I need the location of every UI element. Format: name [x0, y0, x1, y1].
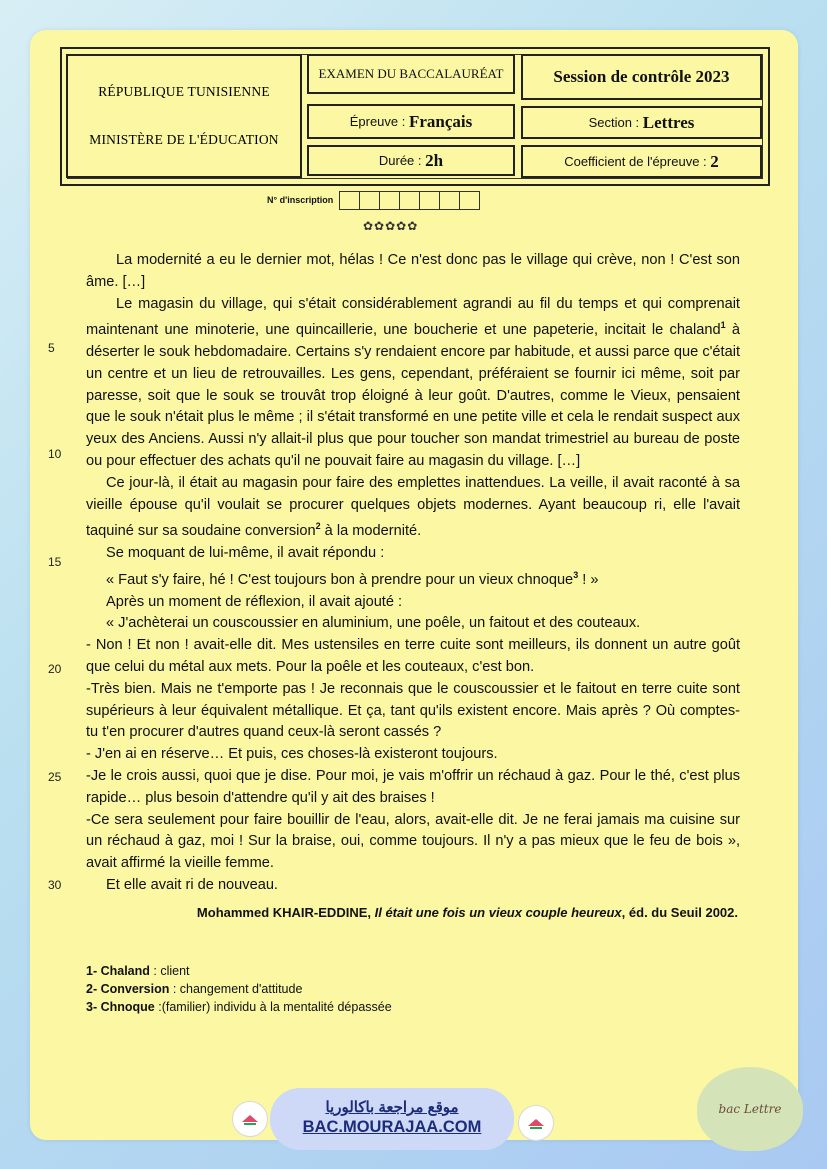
inscription-digit-box[interactable] [339, 191, 360, 210]
duree-cell [307, 145, 515, 176]
flourish-ornament: ✿✿✿✿✿ [363, 219, 419, 233]
paragraph: - J'en ai en réserve… Et puis, ces choses-là existeront toujours. [86, 746, 498, 763]
paragraph: « Faut s'y faire, hé ! C'est toujours bon à prendre pour un vieux chnoque$^3$ ! » [106, 569, 599, 588]
footnote: 1- Chaland : client [86, 964, 190, 978]
section-value: Lettres [642, 112, 695, 132]
line-number: 25 [48, 770, 62, 784]
paragraph: Et elle avait ri de nouveau. [106, 876, 278, 893]
footnote: 3- Chnoque :(familier) individu à la mentalité dépassée [86, 1000, 392, 1014]
duree-label: Durée : [378, 153, 422, 168]
section-cell [521, 106, 762, 139]
source-citation [86, 905, 738, 920]
footnote-ref: 1 [720, 320, 726, 331]
line-number: 5 [48, 341, 55, 355]
site-banner[interactable] [270, 1088, 514, 1150]
inscription-digit-box[interactable] [359, 191, 380, 210]
footnote-word: chaland [669, 322, 721, 339]
epreuve-value: Français [409, 111, 473, 131]
session-title: Session de contrôle 2023 [521, 54, 762, 100]
paragraph: La modernité a eu le dernier mot, hélas ! Ce n'est donc pas le village qui crève, non ! C'est son âme. […] [86, 252, 740, 290]
bac-lettre-badge: bac Lettre [697, 1067, 803, 1151]
paragraph: « J'achèterai un couscoussier en aluminium, une poêle, un faitout et des couteaux. [106, 615, 641, 632]
epreuve-cell [307, 104, 515, 139]
paragraph: -Très bien. Mais ne t'emporte pas ! Je reconnais que le couscoussier et le faitout en terre cuite sont supérieurs à leur équivalent métallique. Et ça, tant qu'ils existent encore. Mais après ? Où comptes-tu t'en procurer d'autres quand ceux-là seront cassés ? [86, 680, 740, 741]
paragraph: -Ce sera seulement pour faire bouillir de l'eau, alors, avait-elle dit. Je ne ferai jamais ma cuisine sur un réchaud à gaz, moi ! Sur la braise, oui, comme toujours. Il n'y a pas mieux que le feu de bois », avait affirmé la vieille femme. [86, 811, 740, 872]
line-number: 20 [48, 662, 62, 676]
paragraph: Le magasin du village, qui s'était considérablement agrandi au fil du temps et qui comprenait maintenant une minoterie, une quincaillerie, une boucherie et une papeterie, incitait le chaland$^1$ à déserter le souk hebdomadaire. Certains s'y rendaient encore par habitude, et aussi parce que c'était un centre et un lieu de retrouvailles. Les gens, cependant, préféraient se fournir ici même, soit par paresse, soit que le souk se trouvât trop éloigné à leur goût. D'autres, comme le Vieux, pensaient que le souk n'était plus le même ; il s'était transformé en une petite ville et cela le rendait suspect aux yeux des Anciens. Aussi n'y allait-il plus que pour toucher son mandat trimestriel au bureau de poste ou pour effectuer des achats qu'il ne pouvait faire au magasin du village. […] [86, 295, 741, 470]
exam-title: EXAMEN DU BACCALAURÉAT [307, 54, 515, 94]
inscription-digit-box[interactable] [439, 191, 460, 210]
source-edition: , éd. du Seuil 2002. [621, 905, 738, 920]
ministry-block [66, 54, 302, 178]
site-arabic-name[interactable]: موقع مراجعة باكالوريا [325, 1099, 459, 1116]
republic-label: RÉPUBLIQUE TUNISIENNE [98, 84, 270, 99]
passage-text [86, 250, 740, 897]
section-label: Section : [588, 115, 640, 130]
inscription-boxes[interactable] [340, 191, 480, 210]
source-title: Il était une fois un vieux couple heureux [374, 905, 622, 920]
epreuve-label: Épreuve : [349, 114, 406, 129]
inscription-digit-box[interactable] [399, 191, 420, 210]
paragraph: -Je le crois aussi, quoi que je dise. Pour moi, je vais m'offrir un réchaud à gaz. Pour le thé, c'est plus rapide… plus besoin d'attendre qu'il y ait des braises ! [86, 767, 740, 806]
paragraph: Après un moment de réflexion, il avait ajouté : [106, 593, 403, 610]
site-logo-icon [232, 1101, 268, 1137]
footnotes [86, 962, 392, 1016]
footnote-ref: 3 [573, 569, 579, 580]
coef-label: Coefficient de l'épreuve : [564, 154, 707, 169]
coef-cell [521, 145, 762, 178]
source-author: Mohammed KHAIR-EDDINE, [196, 905, 375, 920]
inscription-digit-box[interactable] [419, 191, 440, 210]
paragraph: - Non ! Et non ! avait-elle dit. Mes ustensiles en terre cuite sont meilleurs, ils donnent un autre goût que celui du métal aux mets. Pour la poêle et les couteaux, c'est bon. [86, 637, 740, 675]
duree-value: 2h [425, 150, 444, 170]
footnote-ref: 2 [315, 521, 321, 532]
inscription-digit-box[interactable] [459, 191, 480, 210]
inscription-label: N° d'inscription [267, 195, 334, 205]
coef-value: 2 [710, 151, 719, 171]
line-number: 10 [48, 447, 62, 461]
site-url-link[interactable]: BAC.MOURAJAA.COM [302, 1118, 482, 1136]
paragraph: Ce jour-là, il était au magasin pour faire des emplettes inattendues. La veille, il avait raconté à sa vieille épouse qu'il voulait se procurer quelques objets modernes. Ayant beaucoup ri, elle l'avait taquiné sur sa soudaine conversion$^2$ à la modernité. [86, 474, 740, 540]
paragraph: Se moquant de lui-même, il avait répondu : [106, 545, 385, 562]
ministry-label: MINISTÈRE DE L'ÉDUCATION [89, 132, 279, 147]
line-number: 30 [48, 878, 62, 892]
site-logo-icon [518, 1105, 554, 1141]
line-number: 15 [48, 555, 62, 569]
footnote: 2- Conversion : changement d'attitude [86, 982, 303, 996]
inscription-digit-box[interactable] [379, 191, 400, 210]
